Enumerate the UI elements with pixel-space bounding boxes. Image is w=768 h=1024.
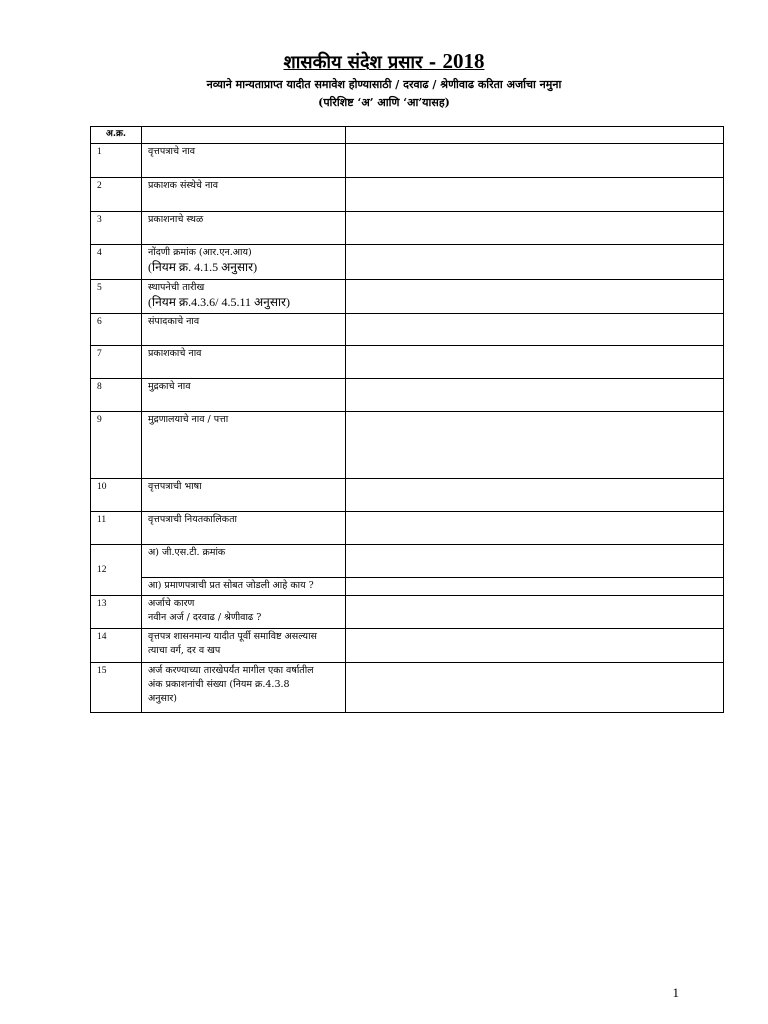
table-row (91, 578, 724, 596)
row-number: 2 (91, 178, 142, 212)
row-label: वृत्तपत्राची नियतकालिकता (142, 512, 346, 545)
row-number: 12 (91, 545, 142, 596)
row-label-line2: अंक प्रकाशनांची संख्या (नियम क्र.4.3.8 (148, 679, 290, 690)
row-label-line2: (नियम क्र. 4.1.5 अनुसार) (148, 260, 258, 274)
row-value-field[interactable] (346, 663, 724, 713)
row-label: मुद्रकाचे नाव (142, 379, 346, 412)
row-label-line2: (नियम क्र.4.3.6/ 4.5.11 अनुसार) (148, 295, 290, 309)
row-value-field[interactable] (346, 578, 724, 596)
row-label (142, 245, 346, 280)
row-label (142, 596, 346, 629)
page-number: 1 (672, 985, 679, 1000)
table-row (91, 280, 724, 314)
row-value-field[interactable] (346, 629, 724, 663)
row-label: वृत्तपत्राचे नाव (142, 144, 346, 178)
row-value-field[interactable] (346, 178, 724, 212)
row-number: 4 (91, 245, 142, 280)
row-value-field[interactable] (346, 596, 724, 629)
table-row (91, 663, 724, 713)
row-number: 7 (91, 346, 142, 379)
table-row (91, 346, 724, 379)
row-value-field[interactable] (346, 379, 724, 412)
row-label-line1: अर्ज करण्याच्या तारखेपर्यंत मागील एका वर्षातील (148, 665, 314, 676)
row-number: 15 (91, 663, 142, 713)
row-value-field[interactable] (346, 512, 724, 545)
table-row (91, 178, 724, 212)
table-row (91, 512, 724, 545)
row-number: 13 (91, 596, 142, 629)
row-value-field[interactable] (346, 245, 724, 280)
row-label-line1: नोंदणी क्रमांक (आर.एन.आय) (148, 247, 252, 258)
field-header (142, 127, 346, 144)
row-label-line2: नवीन अर्ज / दरवाढ / श्रेणीवाढ ? (148, 612, 262, 623)
row-number: 3 (91, 212, 142, 245)
table-row (91, 212, 724, 245)
row-label: प्रकाशक संस्थेचे नाव (142, 178, 346, 212)
document-subtitle: नव्याने मान्यताप्राप्त यादीत समावेश होण्यासाठी / दरवाढ / श्रेणीवाढ करिता अर्जाचा नमुना (206, 78, 562, 91)
table-row (91, 379, 724, 412)
table-row (91, 596, 724, 629)
table-row (91, 412, 724, 479)
table-row (91, 545, 724, 578)
row-value-field[interactable] (346, 545, 724, 578)
row-number: 10 (91, 479, 142, 512)
row-label: प्रकाशनाचे स्थळ (142, 212, 346, 245)
row-label-line1: अर्जाचे कारण (148, 598, 195, 609)
table-row (91, 144, 724, 178)
table-row (91, 479, 724, 512)
row-value-field[interactable] (346, 346, 724, 379)
row-value-field[interactable] (346, 144, 724, 178)
row-number: 14 (91, 629, 142, 663)
table-row (91, 629, 724, 663)
document-subtitle-annex: (परिशिष्ट ‘अ’ आणि ‘आ’यासह) (318, 96, 450, 109)
serial-number-header: अ.क्र. (91, 127, 142, 144)
row-number: 5 (91, 280, 142, 314)
row-label-line2: त्याचा वर्ग, दर व खप (148, 645, 221, 656)
row-label: संपादकाचे नाव (142, 314, 346, 346)
row-label (142, 280, 346, 314)
row-label-line1: वृत्तपत्र शासनमान्य यादीत पूर्वी समाविष्ट असल्यास (148, 631, 317, 642)
row-label (142, 663, 346, 713)
row-number: 11 (91, 512, 142, 545)
title-year: 2018 (442, 49, 485, 73)
row-label-line3: अनुसार) (148, 693, 178, 704)
row-number: 1 (91, 144, 142, 178)
row-label (142, 629, 346, 663)
row-number: 6 (91, 314, 142, 346)
row-label-line1: स्थापनेची तारीख (148, 282, 205, 293)
row-number: 8 (91, 379, 142, 412)
row-value-field[interactable] (346, 412, 724, 479)
table-row (91, 314, 724, 346)
table-header-row (91, 127, 724, 144)
row-number: 9 (91, 412, 142, 479)
value-header (346, 127, 724, 144)
table-row (91, 245, 724, 280)
row-label: अ) जी.एस.टी. क्रमांक (142, 545, 346, 578)
document-header (0, 50, 768, 110)
row-label: मुद्रणालयाचे नाव / पत्ता (142, 412, 346, 479)
row-value-field[interactable] (346, 314, 724, 346)
row-value-field[interactable] (346, 479, 724, 512)
application-form-table (90, 126, 724, 713)
document-title: शासकीय संदेश प्रसार - 2018 (283, 49, 485, 73)
row-value-field[interactable] (346, 212, 724, 245)
row-label: वृत्तपत्राची भाषा (142, 479, 346, 512)
row-label-sub: आ) प्रमाणपत्राची प्रत सोबत जोडली आहे काय ? (142, 578, 346, 596)
row-value-field[interactable] (346, 280, 724, 314)
row-label: प्रकाशकाचे नाव (142, 346, 346, 379)
